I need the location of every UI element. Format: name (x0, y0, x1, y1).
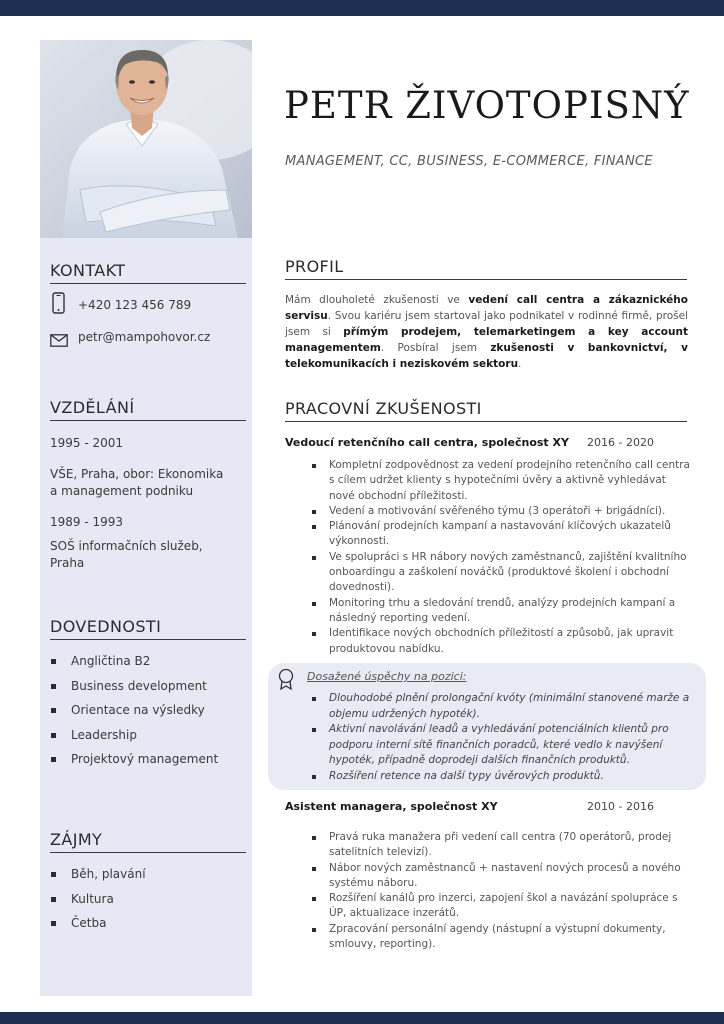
education-years-1: 1995 - 2001 (50, 436, 124, 450)
job-bullet: Vedení a motivování svěřeného týmu (3 operátoři + brigádníci). (312, 504, 692, 519)
job-bullet: Rozšíření kanálů pro inzerci, zapojení škol a navázání spolupráce s ÚP, aktualizace inzerátů. (312, 891, 692, 922)
top-accent-bar (0, 0, 724, 16)
interests-list (50, 866, 246, 940)
profile-highlight: přímým prodejem, telemarketingem a key account managementem (285, 326, 688, 354)
job-bullet: Monitoring trhu a sledování trendů, analýzy prodejních kampaní a následný reporting vedení. (312, 596, 692, 627)
job-bullet: Identifikace nových obchodních příležitostí a způsobů, jak upravit produktovou nabídku. (312, 626, 692, 657)
job-period-2: 2010 - 2016 (587, 800, 654, 813)
phone-number[interactable]: +420 123 456 789 (78, 298, 192, 312)
education-heading: VZDĚLÁNÍ (50, 398, 246, 421)
job-title-2: Asistent managera, společnost XY (285, 800, 498, 813)
profile-heading: PROFIL (285, 257, 687, 280)
profile-part: . Posbíral jsem (380, 342, 491, 354)
interest-item: Četba (50, 915, 246, 940)
achievement-item: Aktivní navolávání leadů a vyhledávání potenciálních klientů pro podporu interní sítě finančních poradců, které vedlo k navýšení hypoték, případně doprodeji dalších finančních produktů. (312, 722, 694, 769)
profile-part: Mám dlouholeté zkušenosti ve (285, 294, 469, 306)
interest-item: Kultura (50, 891, 246, 916)
job-bullet: Nábor nových zaměstnanců + nastavení nových procesů a nového systému náboru. (312, 861, 692, 892)
email-address[interactable]: petr@mampohovor.cz (78, 330, 211, 344)
bottom-accent-bar (0, 1012, 724, 1024)
education-school-2: SOŠ informačních služeb, Praha (50, 539, 203, 570)
profile-highlight: vedení call centra a zákaznického servisu (285, 294, 688, 322)
skill-item: Projektový management (50, 751, 246, 776)
interest-item: Běh, plavání (50, 866, 246, 891)
experience-heading: PRACOVNÍ ZKUŠENOSTI (285, 399, 687, 422)
mail-icon (50, 332, 68, 351)
education-years-2: 1989 - 1993 (50, 515, 124, 529)
award-icon (277, 668, 295, 694)
achievement-item: Rozšíření retence na další typy úvěrových produktů. (312, 769, 694, 785)
profile-part: . (518, 358, 522, 370)
profile-text (285, 292, 688, 372)
education-school-1: VŠE, Praha, obor: Ekonomika a management podniku (50, 467, 224, 498)
job-period-1: 2016 - 2020 (587, 436, 654, 449)
skill-item: Business development (50, 678, 246, 703)
job-bullet: Plánování prodejních kampaní a nastavování klíčových ukazatelů výkonnosti. (312, 519, 692, 550)
candidate-subtitle: MANAGEMENT, CC, BUSINESS, E-COMMERCE, FINANCE (285, 154, 653, 169)
skill-item: Angličtina B2 (50, 653, 246, 678)
profile-photo (40, 40, 252, 238)
skill-item: Orientace na výsledky (50, 702, 246, 727)
job-bullets-2 (312, 830, 692, 952)
skills-list (50, 653, 246, 776)
skills-heading: DOVEDNOSTI (50, 617, 246, 640)
achievements-title: Dosažené úspěchy na pozici: (307, 670, 467, 683)
job-bullet: Zpracování personální agendy (nástupní a výstupní dokumenty, smlouvy, reporting). (312, 922, 692, 953)
profile-part: . Svou kariéru jsem startoval jako podnikatel v rodinné firmě, prošel jsem si (285, 310, 688, 338)
job-title-1: Vedoucí retenčního call centra, společnost XY (285, 436, 569, 449)
job-bullet: Kompletní zodpovědnost za vedení prodejního retenčního call centra s cílem udržet klienty s hypotečními úvěry a aktivně vyhledávat nové obchodní příležitosti. (312, 458, 692, 504)
job-bullet: Ve spolupráci s HR nábory nových zaměstnanců, zajištění kvalitního onboardingu a zaškolení nováčků (produktové školení i obchodní dovednosti). (312, 550, 692, 596)
job-bullets-1 (312, 458, 692, 657)
profile-highlight: zkušenosti v bankovnictví, v telekomunikacích i neziskovém sektoru (285, 342, 688, 370)
achievements-list (312, 691, 694, 784)
achievement-item: Dlouhodobé plnění prolongační kvóty (minimální stanovené marže a objemu udržených hypoték). (312, 691, 694, 722)
candidate-name: PETR ŽIVOTOPISNÝ (284, 84, 690, 127)
skill-item: Leadership (50, 727, 246, 752)
job-bullet: Pravá ruka manažera při vedení call centra (70 operátorů, prodej satelitních televizí). (312, 830, 692, 861)
contact-heading: KONTAKT (50, 261, 246, 284)
interests-heading: ZÁJMY (50, 830, 246, 853)
phone-icon (52, 292, 65, 318)
